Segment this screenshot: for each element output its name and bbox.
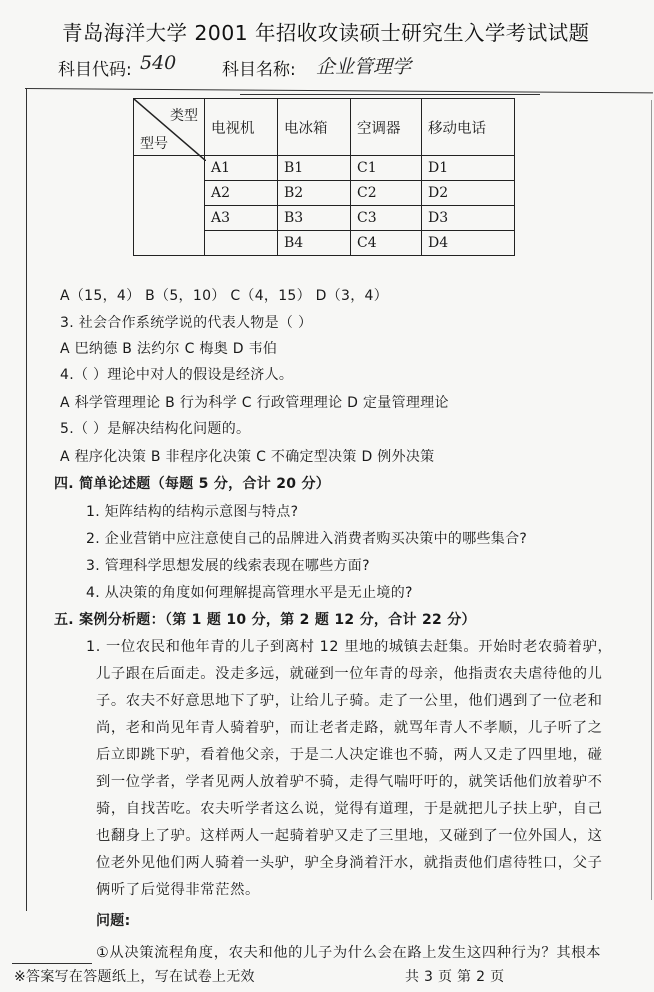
- corner-label-model: 型号: [140, 136, 168, 152]
- case-line: 1. 一位农民和他年青的儿子到离村 12 里地的城镇去赶集。开始时老农骑着驴，: [86, 639, 613, 655]
- section4-heading: 四. 简单论述题（每题 5 分，合计 20 分）: [54, 476, 331, 492]
- frame-border-right: [651, 100, 652, 900]
- footer-note: ※答案写在答题纸上，写在试卷上无效: [14, 969, 255, 985]
- subject-name-value: 企业管理学: [316, 56, 412, 78]
- case-line: 后立即跳下驴，看着他父亲，于是二人决定谁也不骑，两人又走了四里地，碰: [96, 747, 603, 763]
- question-label: 问题:: [96, 913, 131, 929]
- column-header: 移动电话: [422, 99, 515, 156]
- table-cell: A1: [205, 156, 278, 181]
- case-line: 骑，自找苦吃。农夫听学者这么说，觉得有道理，于是就把儿子扶上驴，自己: [96, 801, 603, 817]
- q2-options: A（15，4） B（5，10） C（4，15） D（3，4）: [60, 288, 389, 304]
- section4-item: 3. 管理科学思想发展的线索表现在哪些方面?: [86, 558, 370, 574]
- case-line: 俩听了后觉得非常茫然。: [96, 882, 260, 898]
- table-cell: D1: [422, 156, 515, 181]
- q5-text: 5.（ ）是解决结构化问题的。: [60, 421, 251, 437]
- table-cell: B1: [278, 156, 351, 181]
- q4-options: A 科学管理理论 B 行为科学 C 行政管理理论 D 定量管理理论: [60, 395, 449, 411]
- column-header: 电冰箱: [278, 99, 351, 156]
- frame-border-bottom: [12, 963, 92, 964]
- column-header: 电视机: [205, 99, 278, 156]
- table-cell: [205, 231, 278, 256]
- case-line: 儿子跟在后面走。没走多远，就碰到一位年青的母亲，他指责农夫虐待他的儿: [96, 666, 603, 682]
- table-corner-cell: [134, 99, 205, 156]
- case-line: 到一位学者，学者见两人放着驴不骑，走得气喘吁吁的，就笑话他们放着驴不: [96, 774, 603, 790]
- subject-code-label: 科目代码:: [58, 60, 132, 80]
- table-cell: D4: [422, 231, 515, 256]
- table-cell: C1: [351, 156, 422, 181]
- frame-border-left: [26, 88, 27, 911]
- table-cell: D3: [422, 206, 515, 231]
- table-cell: B2: [278, 181, 351, 206]
- table-cell: B4: [278, 231, 351, 256]
- exam-title: 青岛海洋大学 2001 年招收攻读硕士研究生入学考试试题: [62, 21, 590, 45]
- product-type-table: [133, 98, 515, 256]
- subject-code-value: 540: [140, 52, 177, 74]
- table-cell: C2: [351, 181, 422, 206]
- table-cell: A2: [205, 181, 278, 206]
- table-cell: C3: [351, 206, 422, 231]
- section4-item: 1. 矩阵结构的结构示意图与特点?: [86, 504, 299, 520]
- q4-text: 4.（ ）理论中对人的假设是经济人。: [60, 367, 294, 383]
- section5-heading: 五. 案例分析题：（第 1 题 10 分，第 2 题 12 分，合计 22 分）: [54, 612, 476, 628]
- section4-item: 2. 企业营销中应注意使自己的品牌进入消费者购买决策中的哪些集合?: [86, 531, 528, 547]
- case-line: 尚，老和尚见年青人骑着驴，而让老者走路，就骂年青人不孝顺，儿子听了之: [96, 720, 603, 736]
- column-header: 空调器: [351, 99, 422, 156]
- q5-options: A 程序化决策 B 非程序化决策 C 不确定型决策 D 例外决策: [60, 449, 435, 465]
- frame-border-top: [25, 88, 653, 93]
- section4-item: 4. 从决策的角度如何理解提高管理水平是无止境的?: [86, 585, 413, 601]
- empty-cell: [134, 156, 205, 256]
- q3-options: A 巴纳德 B 法约尔 C 梅奥 D 韦伯: [60, 341, 278, 357]
- q3-text: 3. 社会合作系统学说的代表人物是（ ）: [60, 315, 313, 331]
- table-cell: C4: [351, 231, 422, 256]
- case-line: 位老外见他们两人骑着一头驴，驴全身淌着汗水，就指责他们虐待牲口，父子: [96, 855, 603, 871]
- subject-name-label: 科目名称:: [222, 60, 296, 80]
- case-line: 子。农夫不好意思地下了驴，让给儿子骑。走了一公里，他们遇到了一位老和: [96, 693, 603, 709]
- case-line: 也翻身上了驴。这样两人一起骑着驴又走了三里地，又碰到了一位外国人，这: [96, 828, 603, 844]
- corner-label-type: 类型: [170, 108, 198, 124]
- question-1: ①从决策流程角度，农夫和他的儿子为什么会在路上发生这四种行为？其根本: [96, 945, 602, 961]
- table-cell: D2: [422, 181, 515, 206]
- table-cell: B3: [278, 206, 351, 231]
- subject-underline: [240, 94, 540, 95]
- page-counter: 共 3 页 第 2 页: [405, 969, 505, 985]
- table-cell: A3: [205, 206, 278, 231]
